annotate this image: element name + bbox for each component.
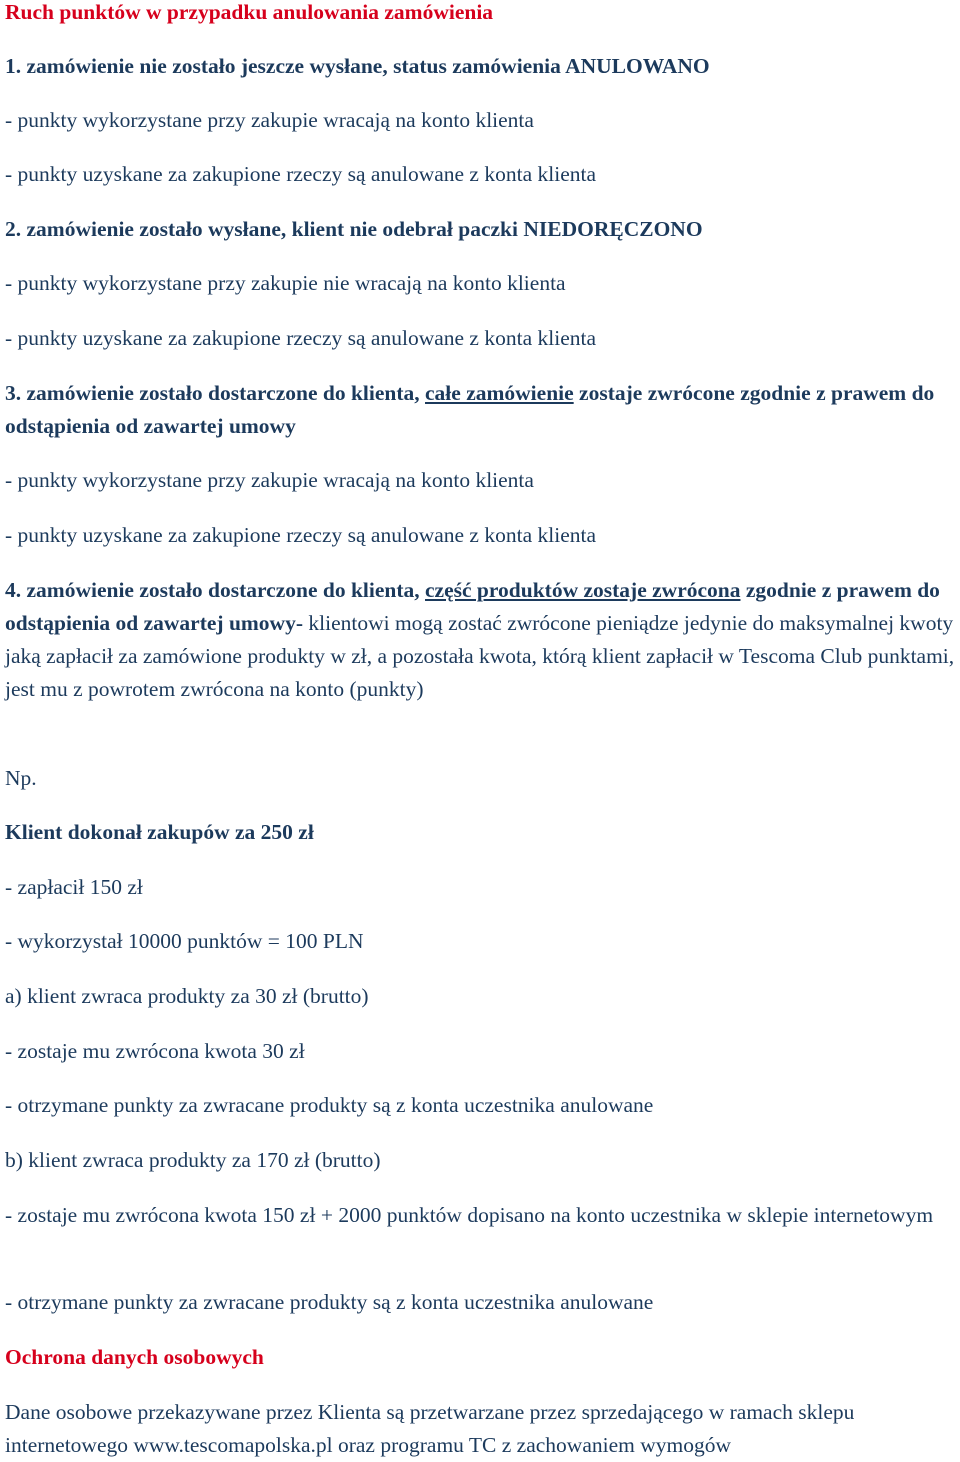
section-1-heading: 1. zamówienie nie zostało jeszcze wysłane, status zamówienia ANULOWANO <box>5 54 710 78</box>
section-2-heading: 2. zamówienie zostało wysłane, klient nie odebrał paczki NIEDORĘCZONO <box>5 217 703 241</box>
section-3-heading-underlined: całe zamówienie <box>425 381 574 405</box>
section-3-heading-pre: 3. zamówienie zostało dostarczone do klienta, <box>5 381 426 405</box>
example-line-7: - zostaje mu zwrócona kwota 150 zł + 2000 punktów dopisano na konto uczestnika w sklepie internetowym <box>5 1203 934 1227</box>
section-3-heading-post: zostaje zwrócone zgodnie z prawem do odstąpienia od zawartej umowy <box>5 381 935 438</box>
privacy-title: Ochrona danych osobowych <box>5 1345 264 1369</box>
section-4-heading-post: zgodnie z prawem do odstąpienia od zawartej umowy- <box>5 578 940 635</box>
example-line-3: a) klient zwraca produkty za 30 zł (brutto) <box>5 984 369 1008</box>
section-4-body: klientowi mogą zostać zwrócone pieniądze jedynie do maksymalnej kwoty jaką zapłacił za zamówione produkty w zł, a pozostała kwota, którą klient zapłacił w Tescoma Club punktami, jest mu z powrotem zwrócona na konto (punkty) <box>5 611 955 701</box>
example-line-1: - zapłacił 150 zł <box>5 875 143 899</box>
section-2-item-1: - punkty wykorzystane przy zakupie nie wracają na konto klienta <box>5 271 566 295</box>
example-line-8: - otrzymane punkty za zwracane produkty są z konta uczestnika anulowane <box>5 1290 654 1314</box>
example-heading: Klient dokonał zakupów za 250 zł <box>5 820 314 844</box>
section-3-item-2: - punkty uzyskane za zakupione rzeczy są anulowane z konta klienta <box>5 523 596 547</box>
section-3-item-1: - punkty wykorzystane przy zakupie wracają na konto klienta <box>5 468 534 492</box>
privacy-text: Dane osobowe przekazywane przez Klienta są przetwarzane przez sprzedającego w ramach sklepu internetowego www.tescomapolska.pl oraz programu TC z zachowaniem wymogów <box>5 1400 855 1457</box>
section-1-item-1: - punkty wykorzystane przy zakupie wracają na konto klienta <box>5 108 534 132</box>
example-label: Np. <box>5 766 37 790</box>
section-4-heading-underlined: część produktów zostaje zwrócona <box>425 578 741 602</box>
example-line-6: b) klient zwraca produkty za 170 zł (brutto) <box>5 1148 381 1172</box>
example-line-5: - otrzymane punkty za zwracane produkty są z konta uczestnika anulowane <box>5 1093 654 1117</box>
section-4-heading-pre: 4. zamówienie zostało dostarczone do klienta, <box>5 578 426 602</box>
section-3-heading <box>5 377 960 443</box>
section-2-item-2: - punkty uzyskane za zakupione rzeczy są anulowane z konta klienta <box>5 326 596 350</box>
page-title: Ruch punktów w przypadku anulowania zamówienia <box>5 0 494 24</box>
example-line-2: - wykorzystał 10000 punktów = 100 PLN <box>5 929 364 953</box>
example-line-4: - zostaje mu zwrócona kwota 30 zł <box>5 1039 305 1063</box>
section-1-item-2: - punkty uzyskane za zakupione rzeczy są anulowane z konta klienta <box>5 162 596 186</box>
section-4-paragraph <box>5 574 960 706</box>
